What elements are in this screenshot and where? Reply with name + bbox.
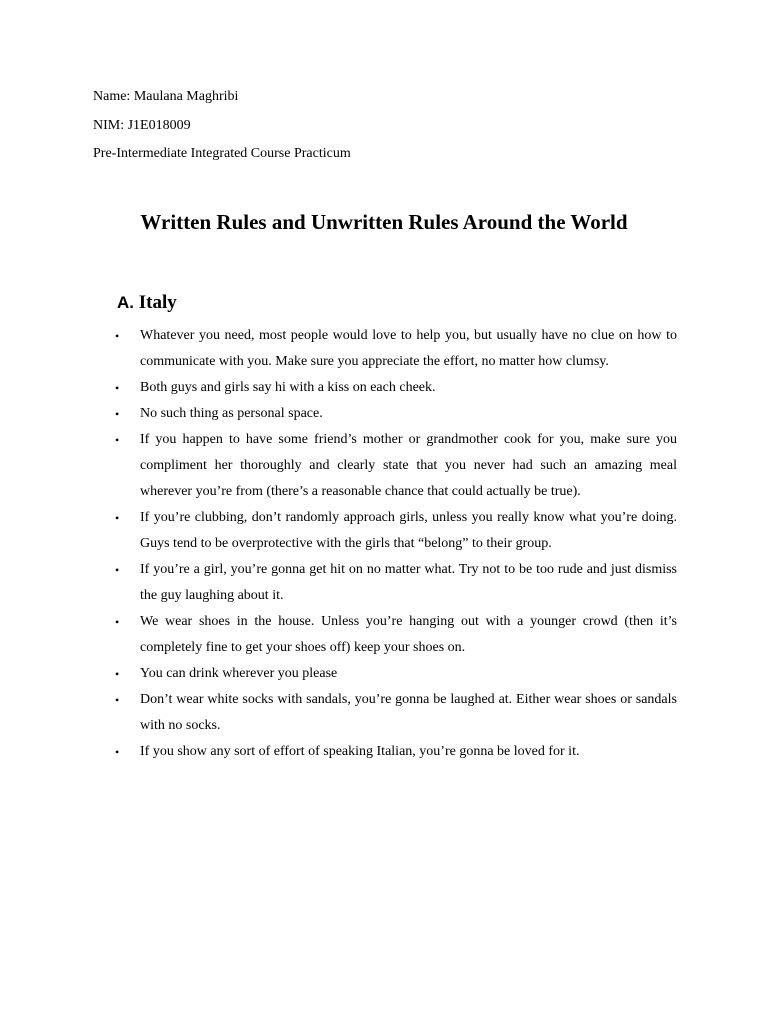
bullet-icon: •: [115, 563, 120, 577]
bullet-icon: •: [115, 745, 120, 759]
course-name: Pre-Intermediate Integrated Course Practicum: [93, 146, 351, 161]
list-item-text: You can drink wherever you please: [140, 666, 338, 681]
bullet-icon: •: [115, 329, 120, 343]
bullet-icon: •: [115, 615, 120, 629]
section-title: Italy: [138, 292, 177, 313]
section-letter: A.: [117, 293, 134, 312]
bullet-icon: •: [115, 693, 120, 707]
bullet-icon: •: [115, 407, 120, 421]
list-item: [115, 505, 677, 557]
list-item: [115, 609, 677, 661]
student-name: Name: Maulana Maghribi: [93, 89, 239, 104]
student-nim: NIM: J1E018009: [93, 118, 191, 133]
list-item-text: If you show any sort of effort of speaking Italian, you’re gonna be loved for it.: [140, 744, 580, 759]
list-item-text: If you’re a girl, you’re gonna get hit on no matter what. Try not to be too rude and just dismiss the guy laughing about it.: [140, 562, 677, 603]
list-item: [115, 687, 677, 739]
list-item: [115, 739, 677, 765]
list-item: [115, 427, 677, 505]
list-item: [115, 375, 677, 401]
section-heading: [117, 291, 177, 315]
document-title: Written Rules and Unwritten Rules Around the World: [140, 210, 628, 234]
list-item-text: If you’re clubbing, don’t randomly approach girls, unless you really know what you’re doing. Guys tend to be overprotective with the girls that “belong” to their group.: [140, 510, 677, 551]
list-item-text: Whatever you need, most people would love to help you, but usually have no clue on how to communicate with you. Make sure you appreciate the effort, no matter how clumsy.: [140, 328, 677, 369]
bullet-icon: •: [115, 511, 120, 525]
list-item-text: Don’t wear white socks with sandals, you’re gonna be laughed at. Either wear shoes or sandals with no socks.: [140, 692, 677, 733]
bullet-icon: •: [115, 433, 120, 447]
rules-list: [115, 323, 677, 765]
list-item-text: Both guys and girls say hi with a kiss on each cheek.: [140, 380, 436, 395]
bullet-icon: •: [115, 667, 120, 681]
list-item-text: We wear shoes in the house. Unless you’re hanging out with a younger crowd (then it’s completely fine to get your shoes off) keep your shoes on.: [140, 614, 677, 655]
list-item-text: No such thing as personal space.: [140, 406, 323, 421]
bullet-icon: •: [115, 381, 120, 395]
list-item: [115, 323, 677, 375]
list-item-text: If you happen to have some friend’s mother or grandmother cook for you, make sure you compliment her thoroughly and clearly state that you never had such an amazing meal wherever you’re from (there’s a reasonable chance that could actually be true).: [140, 432, 677, 499]
list-item: [115, 661, 677, 687]
list-item: [115, 557, 677, 609]
list-item: [115, 401, 677, 427]
